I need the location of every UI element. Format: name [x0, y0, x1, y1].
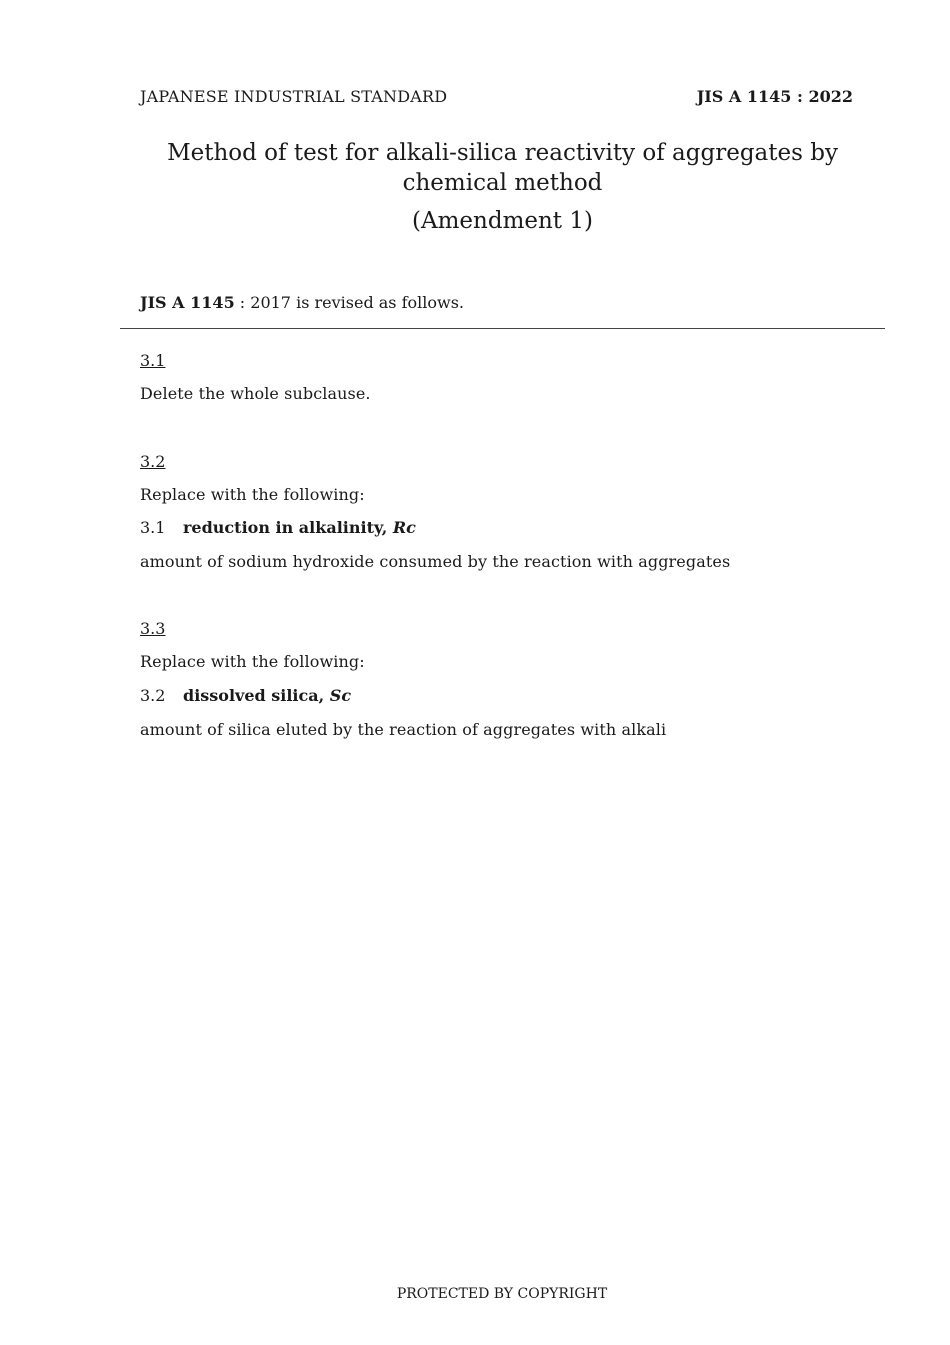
term-entry — [140, 518, 416, 537]
divider-line — [120, 328, 885, 329]
term-symbol: Sc — [329, 686, 352, 705]
copyright-footer: PROTECTED BY COPYRIGHT — [396, 1286, 608, 1302]
term-definition: amount of sodium hydroxide consumed by the reaction with aggregates — [140, 552, 731, 571]
section-number: 3.1 — [140, 351, 166, 370]
revision-statement-text: : 2017 is revised as follows. — [234, 293, 465, 312]
term-definition: amount of silica eluted by the reaction of aggregates with alkali — [140, 720, 667, 739]
term-number: 3.2 — [140, 686, 166, 705]
term-number: 3.1 — [140, 518, 166, 537]
header-standard-number: JIS A 1145 : 2022 — [696, 87, 853, 106]
term-entry — [140, 686, 351, 705]
section-instruction: Replace with the following: — [140, 652, 365, 671]
section-number: 3.2 — [140, 452, 166, 471]
section-number: 3.3 — [140, 619, 166, 638]
term-name: reduction in alkalinity, — [183, 518, 393, 537]
document-subtitle: (Amendment 1) — [412, 208, 593, 234]
section-instruction: Delete the whole subclause. — [140, 384, 371, 403]
term-symbol: Rc — [392, 518, 416, 537]
term-name: dissolved silica, — [183, 686, 330, 705]
revision-statement — [140, 293, 464, 312]
header-standard-label: JAPANESE INDUSTRIAL STANDARD — [140, 87, 448, 106]
section-instruction: Replace with the following: — [140, 485, 365, 504]
document-title: Method of test for alkali-silica reactivity of aggregates by chemical method — [167, 140, 838, 196]
revised-standard-ref: JIS A 1145 — [140, 293, 235, 312]
